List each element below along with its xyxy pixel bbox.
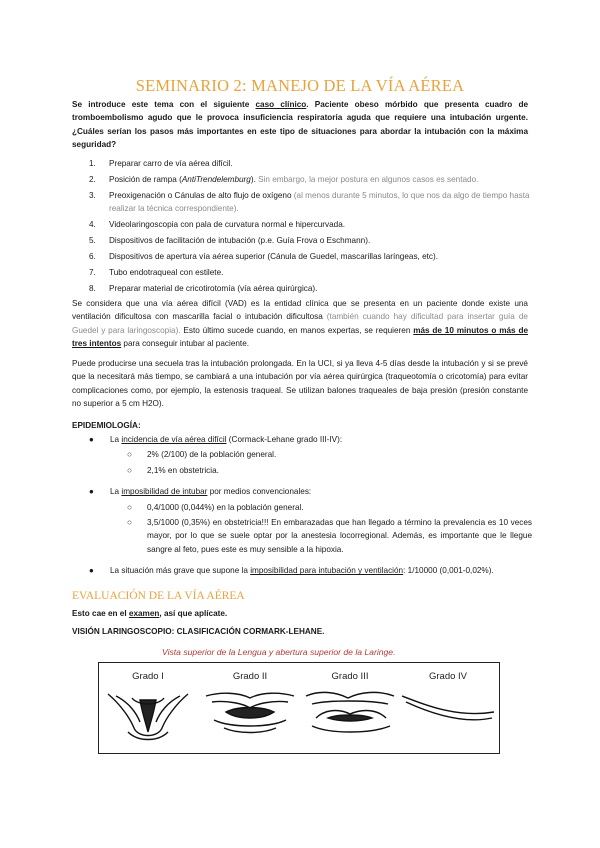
- list-item: 1. Preparar carro de vía aérea difícil.: [89, 159, 233, 168]
- cormack-lehane-figure: [98, 662, 500, 754]
- exam-note: Esto cae en el examen, así que aplícate.: [72, 609, 228, 618]
- list-item: ○ 0,4/1000 (0,044%) en la población general.: [127, 502, 304, 512]
- evaluacion-heading: EVALUACIÓN DE LA VÍA AÉREA: [72, 590, 245, 602]
- epidemiologia-heading: EPIDEMIOLOGÍA:: [72, 421, 141, 430]
- list-item: ○ 2% (2/100) de la población general.: [127, 450, 277, 460]
- steps-list: [72, 157, 532, 298]
- secuela-paragraph: Puede producirse una secuela tras la intubación prolongada. En la UCI, si ya lleva 4-5 días desde la intubación y si se prevé que la necesitará más tiempo, se cambiará a una intubación por vía aérea quirúrgica (traqueotomía o cricotomía) para evitar complicaciones como, por ejemplo, la estenosis traqueal. Se utilizan balones traqueales de baja presión (presión constante no superior a 5 cm H2O).: [72, 359, 528, 409]
- figure-caption: Vista superior de la Lengua y abertura superior de la Laringe.: [162, 647, 396, 657]
- list-item: ○ 2,1% en obstetricia.: [127, 465, 219, 475]
- list-item: ○ 3,5/1000 (0,35%) en obstetricia!!! En embarazadas que han llegado a término la prevalencia es 10 veces mayor, por lo que se suele optar por la anestesia locorregional. Además, es importante que le llegue sangre al feto, pues este es muy sensible a la hipoxia.: [127, 518, 532, 554]
- list-item: 4. Videolaringoscopia con pala de curvatura normal e hipercurvada.: [89, 220, 346, 230]
- intro-paragraph: Se introduce este tema con el siguiente caso clínico. Paciente obeso mórbido que presenta cuadro de tromboembolismo agudo que le provoca insuficiencia respiratoria aguda que requiere una intubación urgente. ¿Cuáles serían los pasos más importantes en este tipo de situaciones para abordar la intubación con la máxima seguridad?: [72, 100, 528, 150]
- list-item: 7. Tubo endotraqueal con estilete.: [89, 268, 224, 278]
- list-item: 8. Preparar material de cricotirotomía (vía aérea quirúrgica).: [89, 284, 318, 294]
- page-title: SEMINARIO 2: MANEJO DE LA VÍA AÉREA: [135, 76, 465, 95]
- list-item: ● La imposibilidad de intubar por medios convencionales:: [89, 487, 312, 497]
- vad-paragraph: Se considera que una vía aérea difícil (VAD) es la entidad clínica que se presenta en un paciente donde existe una ventilación dificultosa con mascarilla facial o intubación dificultosa (también cuando hay dificultad para insertar guía de Guedel y para laringoscopia). Esto último sucede cuando, en manos expertas, se requieren más de 10 minutos o más de tres intentos para conseguir intubar al paciente.: [72, 299, 528, 349]
- list-item: ● La incidencia de vía aérea difícil (Cormack-Lehane grado III-IV):: [89, 435, 343, 444]
- list-item: 3. Preoxigenación o Cánulas de alto flujo de oxígeno (al menos durante 5 minutos, lo que nos da algo de tiempo hasta realizar la técnica correspondiente).: [89, 191, 530, 214]
- list-item: 2. Posición de rampa (AntiTrendelemburg). Sin embargo, la mejor postura en algunos casos es sentado.: [89, 175, 479, 184]
- grade-label: Grado IV: [428, 671, 468, 682]
- grade-label: Grado II: [232, 671, 268, 682]
- caso-clinico-link: caso clínico: [255, 100, 307, 109]
- grade-label: Grado III: [331, 671, 369, 682]
- list-item: 6. Dispositivos de apertura vía aérea superior (Cánula de Guedel, mascarillas laríngeas, etc).: [89, 252, 439, 262]
- epidemiologia-list: [72, 433, 532, 578]
- laringoscopio-heading: VISIÓN LARINGOSCOPIO: CLASIFICACIÓN CORMARK-LEHANE.: [72, 627, 325, 636]
- grade-label: Grado I: [132, 671, 164, 682]
- list-item: 5. Dispositivos de facilitación de intubación (p.e. Guía Frova o Eschmann).: [89, 236, 371, 246]
- list-item: ● La situación más grave que supone la imposibilidad para intubación y ventilación: 1/10000 (0,001-0,02%).: [89, 566, 494, 576]
